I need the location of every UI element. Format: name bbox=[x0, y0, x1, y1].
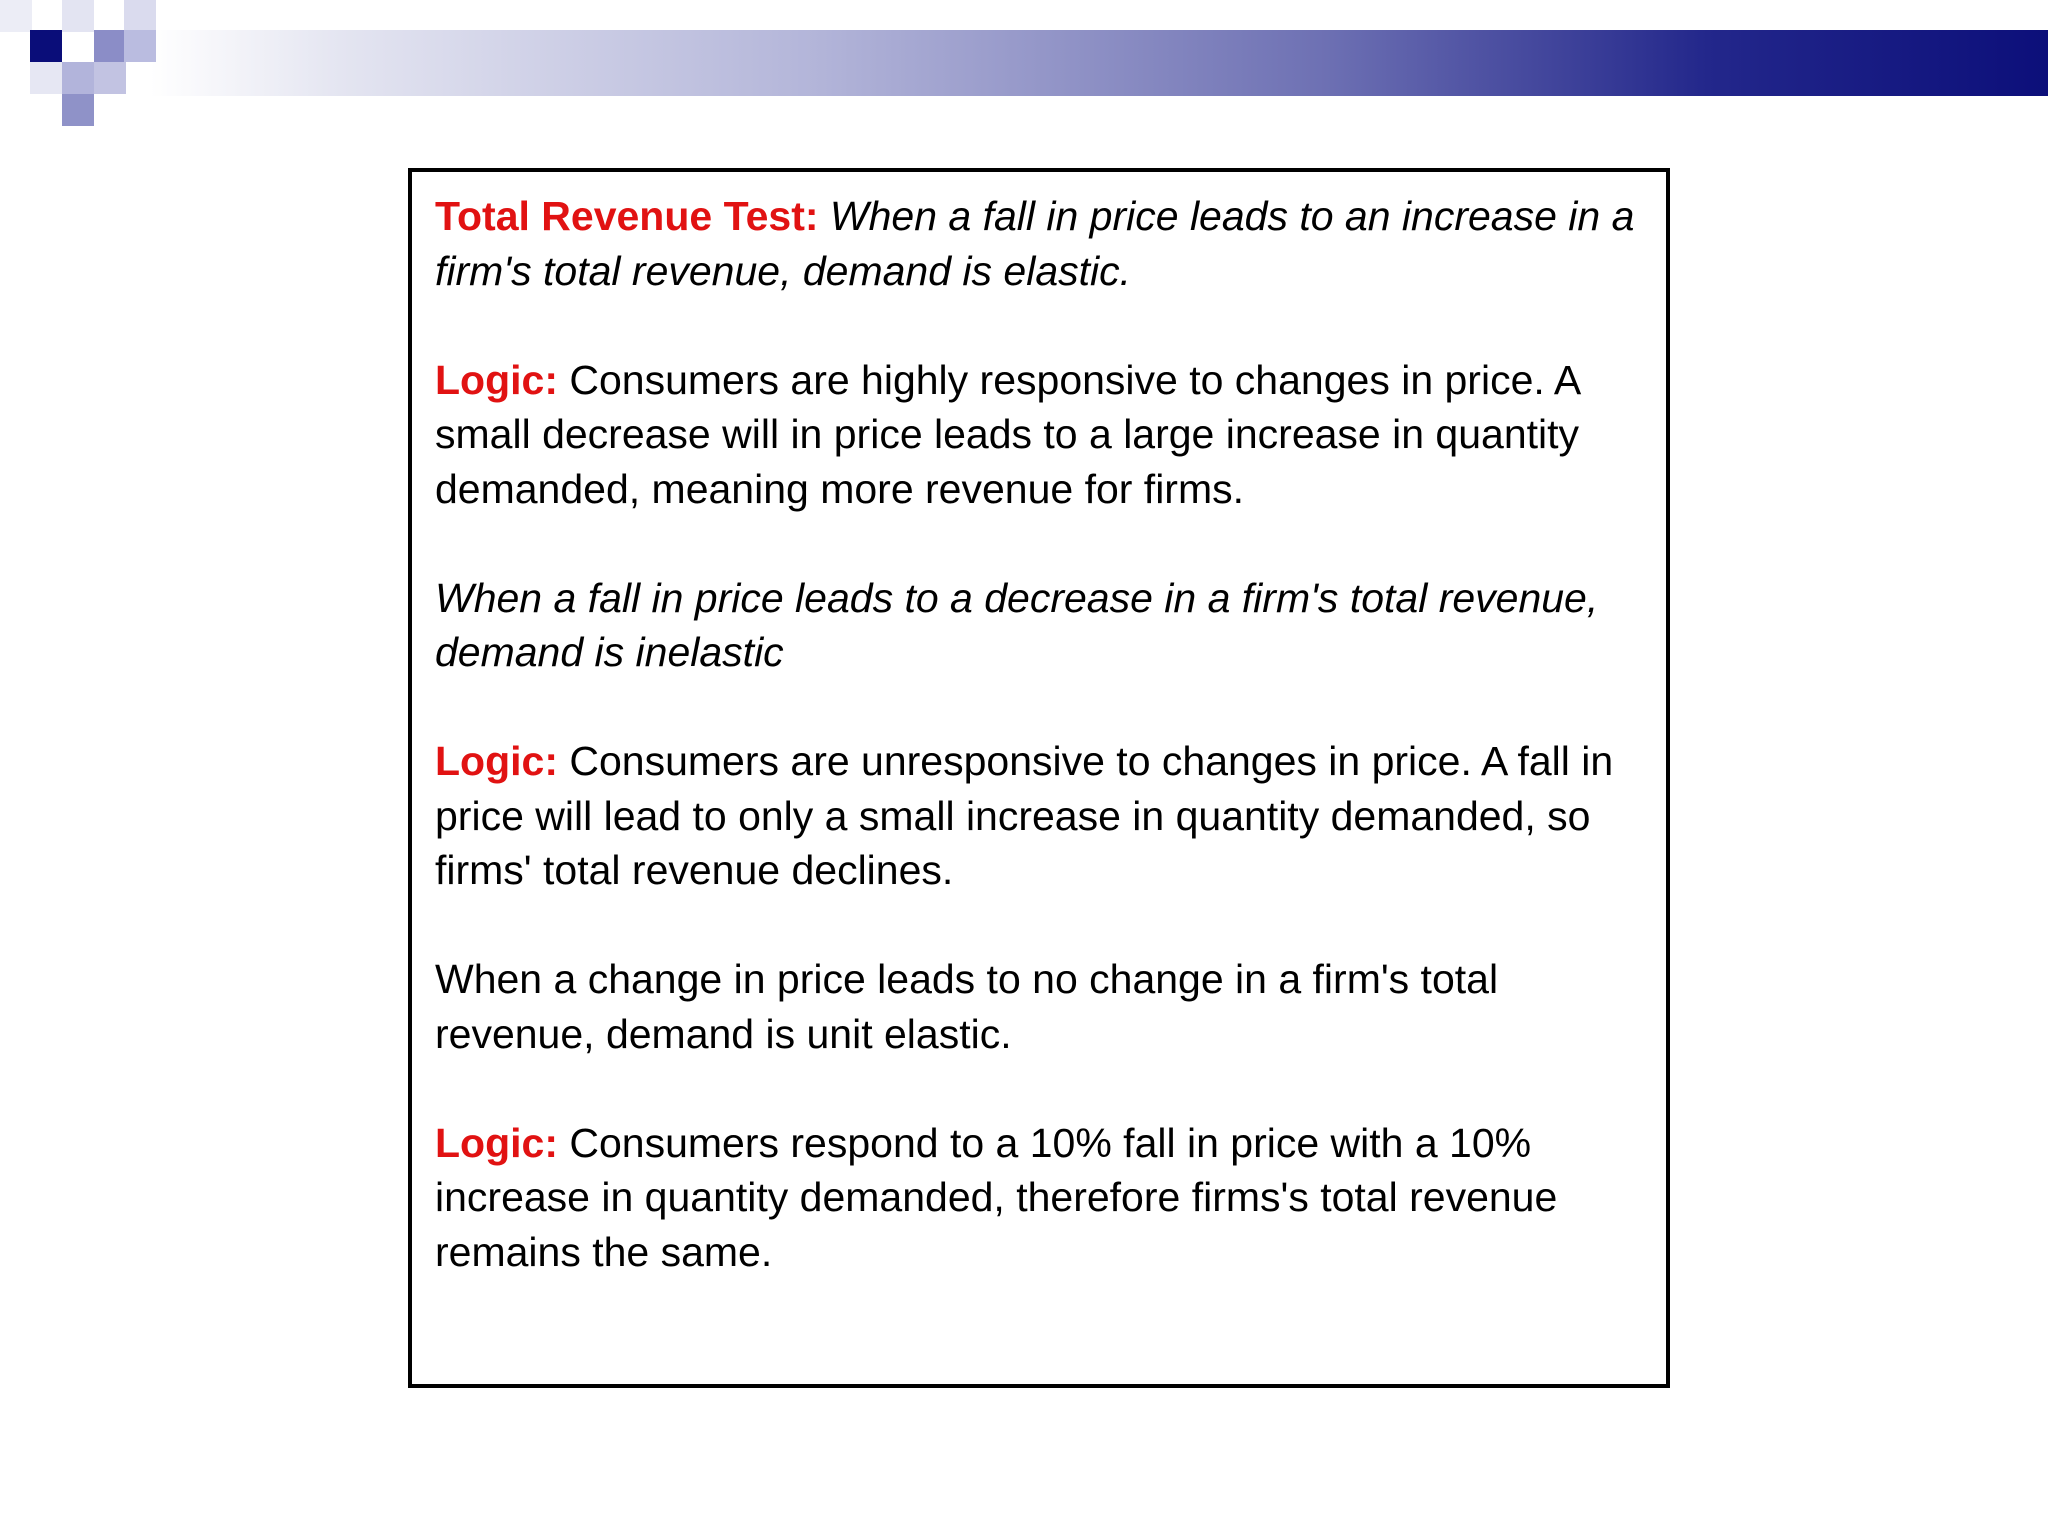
decor-square bbox=[94, 62, 126, 94]
decor-square bbox=[124, 0, 156, 32]
paragraph-label: Logic: bbox=[435, 1119, 558, 1166]
paragraph-text: When a fall in price leads to an increase in a firm's total revenue, demand is elastic. bbox=[435, 193, 1635, 294]
inelastic-paragraph bbox=[435, 571, 1648, 680]
slide-text-box bbox=[408, 168, 1670, 1388]
decor-square bbox=[62, 94, 94, 126]
inelastic-logic-paragraph bbox=[435, 734, 1648, 898]
unit-elastic-logic-paragraph bbox=[435, 1116, 1648, 1280]
paragraph-label: Logic: bbox=[435, 356, 558, 403]
paragraph-text: Consumers are unresponsive to changes in price. A fall in price will lead to only a small increase in quantity demanded, so firms' total revenue declines. bbox=[435, 738, 1614, 893]
decor-square bbox=[0, 0, 32, 32]
paragraph-text: Consumers are highly responsive to changes in price. A small decrease will in price leads to a large increase in quantity demanded, meaning more revenue for firms. bbox=[435, 356, 1580, 512]
paragraph-label: Logic: bbox=[435, 738, 558, 784]
paragraph-text: When a change in price leads to no change in a firm's total revenue, demand is unit elastic. bbox=[435, 956, 1499, 1057]
header-gradient-bar bbox=[150, 30, 2048, 96]
paragraph-text: When a fall in price leads to a decrease in a firm's total revenue, demand is inelastic bbox=[435, 574, 1599, 675]
total-revenue-test-paragraph bbox=[435, 189, 1648, 298]
decor-square bbox=[62, 62, 94, 94]
paragraph-label: Total Revenue Test: bbox=[435, 193, 819, 239]
decor-square bbox=[62, 0, 94, 32]
decor-square bbox=[124, 30, 156, 62]
decor-square bbox=[30, 30, 62, 62]
decor-square bbox=[94, 30, 126, 62]
decor-square bbox=[30, 62, 62, 94]
elastic-logic-paragraph bbox=[435, 353, 1648, 517]
unit-elastic-paragraph bbox=[435, 952, 1648, 1061]
paragraph-text: Consumers respond to a 10% fall in price with a 10% increase in quantity demanded, therefore firms's total revenue remains the same. bbox=[435, 1119, 1558, 1275]
